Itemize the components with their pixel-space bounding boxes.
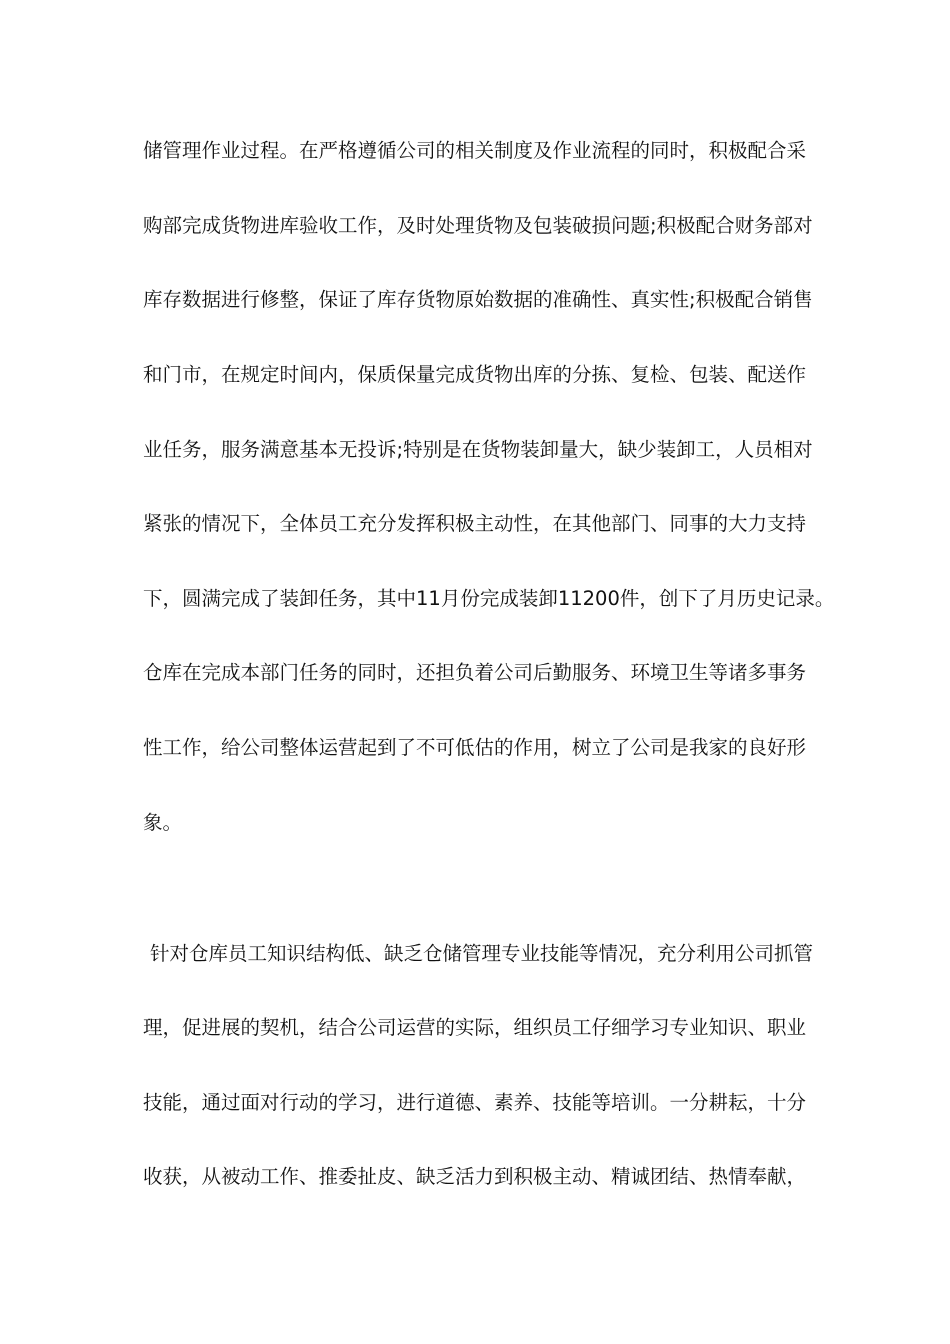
text-line: 紧张的情况下，全体员工充分发挥积极主动性，在其他部门、同事的大力支持 [143,512,807,535]
text-line: 象。 [143,811,183,834]
text-line: 库存数据进行修整，保证了库存货物原始数据的准确性、真实性;积极配合销售 [143,288,813,311]
text-line: 性工作，给公司整体运营起到了不可低估的作用，树立了公司是我家的良好形 [143,736,807,759]
text-line: 和门市，在规定时间内，保质保量完成货物出库的分拣、复检、包装、配送作 [143,363,807,386]
text-line: 技能，通过面对行动的学习，进行道德、素养、技能等培训。一分耕耘，十分 [143,1091,807,1114]
text-line: 理，促进展的契机，结合公司运营的实际，组织员工仔细学习专业知识、职业 [143,1016,807,1039]
text-line: 收获，从被动工作、推委扯皮、缺乏活力到积极主动、精诚团结、热情奉献， [143,1165,807,1188]
text-line: 针对仓库员工知识结构低、缺乏仓储管理专业技能等情况，充分利用公司抓管 [150,942,814,965]
text-line: 仓库在完成本部门任务的同时，还担负着公司后勤服务、环境卫生等诸多事务 [143,661,807,684]
text-line: 业任务，服务满意基本无投诉;特别是在货物装卸量大，缺少装卸工，人员相对 [143,438,813,461]
text-line: 储管理作业过程。在严格遵循公司的相关制度及作业流程的同时，积极配合采 [143,139,807,162]
text-line: 购部完成货物进库验收工作，及时处理货物及包装破损问题;积极配合财务部对 [143,214,813,237]
text-line: 下，圆满完成了装卸任务，其中11月份完成装卸11200件，创下了月历史记录。 [143,587,835,610]
